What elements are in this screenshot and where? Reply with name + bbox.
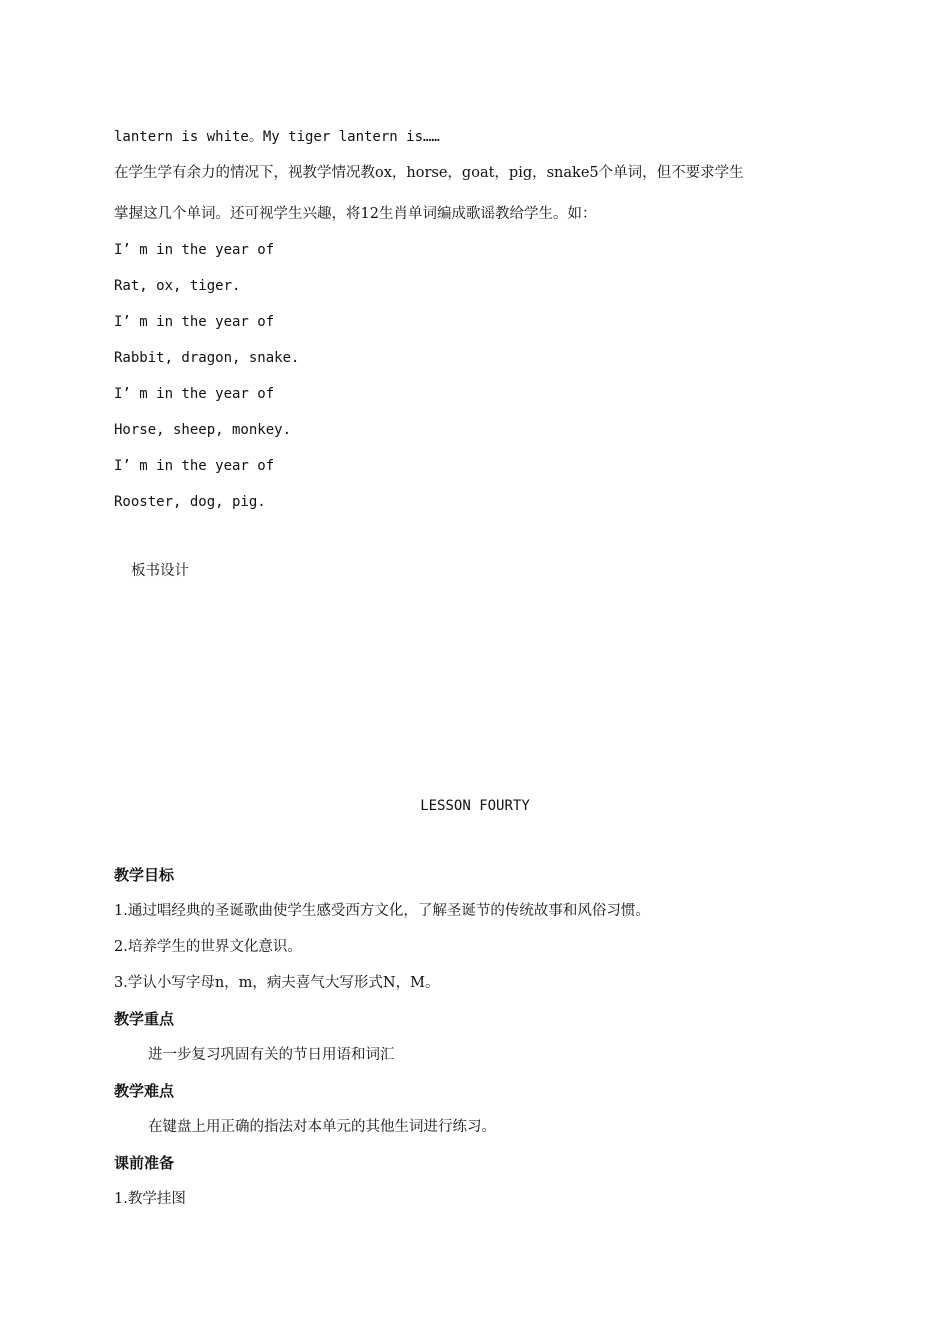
- rhyme-line: I’ m in the year of: [114, 314, 275, 330]
- rhyme-line: Rabbit, dragon, snake.: [114, 350, 300, 366]
- objectives-heading: 教学目标: [114, 866, 175, 884]
- preparation-item: 1.教学挂图: [114, 1191, 186, 1207]
- objective-item: 2.培养学生的世界文化意识。: [114, 939, 302, 955]
- rhyme-line: I’ m in the year of: [114, 458, 275, 474]
- board-design-label: 板书设计: [131, 563, 189, 579]
- rhyme-line: Rooster, dog, pig.: [114, 494, 266, 510]
- paragraph-line: 掌握这几个单词。还可视学生兴趣，将12生肖单词编成歌谣教给学生。如：: [114, 206, 597, 222]
- lesson-title: LESSON FOURTY: [420, 798, 530, 814]
- continuation-line: lantern is white。My tiger lantern is……: [114, 129, 440, 145]
- difficulties-heading: 教学难点: [114, 1082, 175, 1100]
- key-points-text: 进一步复习巩固有关的节日用语和词汇: [148, 1047, 395, 1063]
- rhyme-line: I’ m in the year of: [114, 386, 275, 402]
- difficulties-text: 在键盘上用正确的指法对本单元的其他生词进行练习。: [148, 1119, 496, 1135]
- rhyme-line: Horse, sheep, monkey.: [114, 422, 292, 438]
- objective-item: 3.学认小写字母n，m，病夫喜气大写形式N，M。: [114, 975, 440, 991]
- objective-item: 1.通过唱经典的圣诞歌曲使学生感受西方文化，了解圣诞节的传统故事和风俗习惯。: [114, 903, 650, 919]
- paragraph-line: 在学生学有余力的情况下，视教学情况教ox，horse，goat，pig，snake5个单词，但不要求学生: [114, 165, 744, 181]
- rhyme-line: I’ m in the year of: [114, 242, 275, 258]
- rhyme-line: Rat, ox, tiger.: [114, 278, 241, 294]
- key-points-heading: 教学重点: [114, 1010, 175, 1028]
- preparation-heading: 课前准备: [114, 1154, 175, 1172]
